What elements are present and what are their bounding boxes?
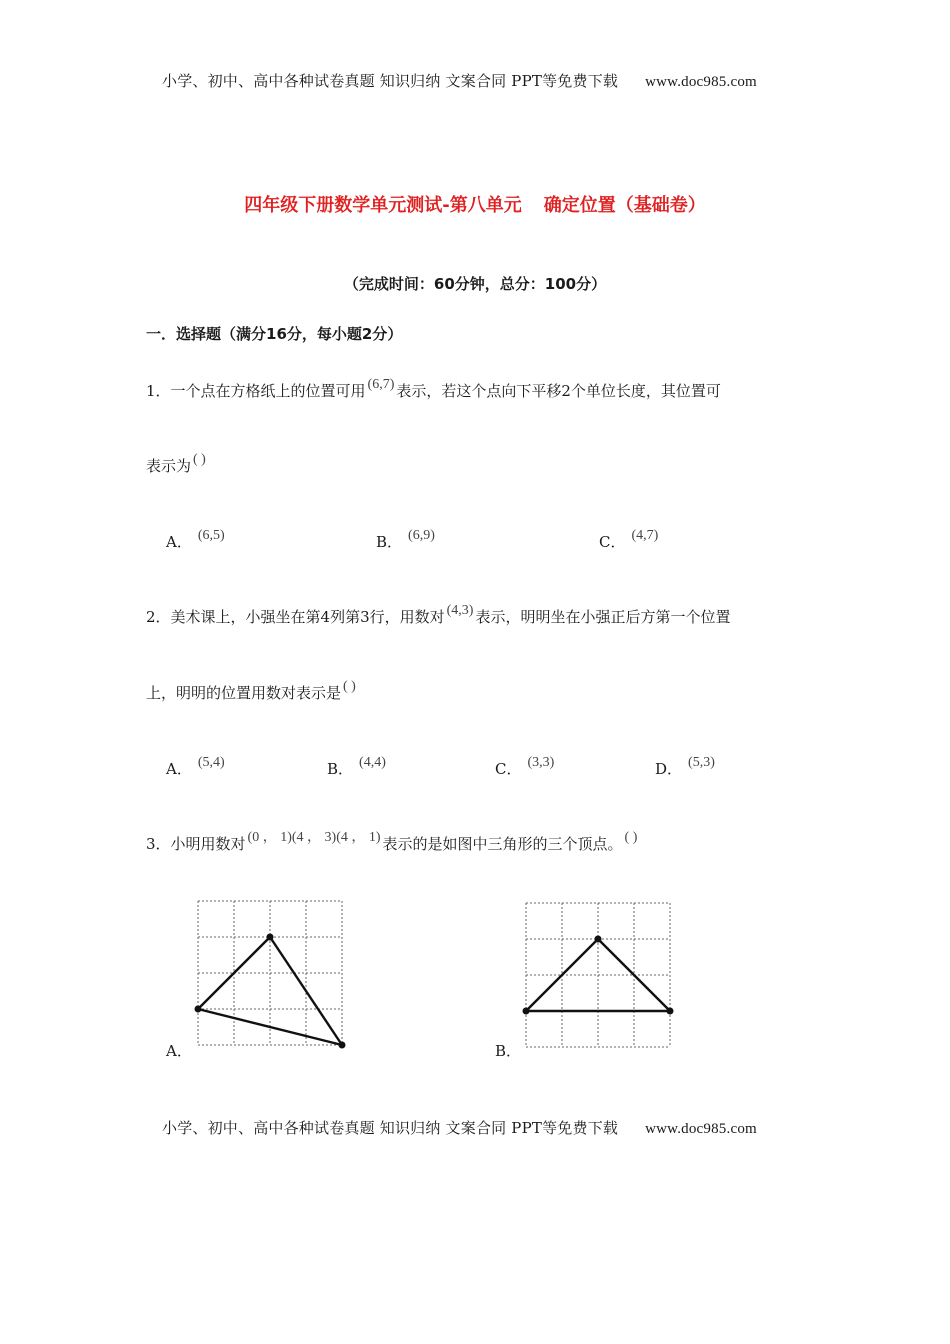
question-2-text-b: 表示，明明坐在小强正后方第一个位置 bbox=[475, 608, 731, 626]
triangle-vertex bbox=[667, 1008, 674, 1015]
question-2-option-b[interactable] bbox=[327, 755, 386, 779]
triangle-vertex bbox=[195, 1006, 202, 1013]
option-label: C． bbox=[495, 760, 522, 778]
question-1-answer-blank[interactable]: ( ) bbox=[193, 452, 206, 467]
question-3-answer-blank[interactable]: ( ) bbox=[624, 830, 638, 845]
question-1-text-b: 表示，若这个点向下平移2个单位长度，其位置可 bbox=[396, 382, 721, 400]
title-main: 四年级下册数学单元测试-第八单元 bbox=[244, 195, 522, 216]
question-2-option-c[interactable] bbox=[495, 755, 555, 779]
question-2-text-a: 2．美术课上，小强坐在第4列第3行，用数对 bbox=[146, 608, 445, 626]
document-subtitle: （完成时间：60分钟，总分：100分） bbox=[343, 275, 607, 293]
option-value: (5,3) bbox=[688, 755, 715, 770]
option-value: (6,5) bbox=[197, 528, 225, 543]
header-text: 小学、初中、高中各种试卷真题 知识归纳 文案合同 PPT等免费下载 bbox=[162, 72, 619, 90]
question-1-text-a: 1．一个点在方格纸上的位置可用 bbox=[146, 382, 366, 400]
option-label: B． bbox=[376, 533, 403, 551]
triangle-vertex bbox=[595, 936, 602, 943]
question-2-answer-blank[interactable]: ( ) bbox=[343, 679, 356, 694]
question-1-line-1 bbox=[146, 377, 721, 401]
question-1-option-a[interactable] bbox=[166, 528, 225, 552]
option-value: (4,4) bbox=[359, 755, 386, 770]
question-3-text-b: 表示的是如图中三角形的三个顶点。 bbox=[382, 835, 623, 853]
option-value: (5,4) bbox=[197, 755, 225, 770]
question-3-text-a: 3．小明用数对 bbox=[146, 835, 246, 853]
triangle-vertex bbox=[523, 1008, 530, 1015]
option-label: A． bbox=[166, 533, 192, 551]
question-3-figure-b bbox=[518, 895, 682, 1057]
footer-site-link[interactable]: www.doc985.com bbox=[645, 1121, 757, 1137]
question-2-line-2 bbox=[146, 679, 358, 703]
option-label: B． bbox=[327, 760, 354, 778]
triangle-vertex bbox=[339, 1042, 346, 1049]
question-1-math: (6,7) bbox=[367, 377, 395, 392]
question-2-option-a[interactable] bbox=[166, 755, 225, 779]
option-label: D． bbox=[655, 760, 683, 778]
question-1-line-2 bbox=[146, 452, 208, 476]
question-1-option-c[interactable] bbox=[599, 528, 659, 552]
title-topic: 确定位置（基础卷） bbox=[543, 195, 706, 216]
option-value: (6,9) bbox=[408, 528, 435, 543]
triangle-vertex bbox=[267, 934, 274, 941]
question-2-option-d[interactable] bbox=[655, 755, 715, 779]
question-2-text-c: 上，明明的位置用数对表示是 bbox=[146, 684, 342, 702]
option-label: A． bbox=[166, 1042, 192, 1060]
page-footer bbox=[162, 1117, 757, 1138]
page-header bbox=[162, 70, 757, 91]
option-value: (3,3) bbox=[527, 755, 555, 770]
question-1-text-c: 表示为 bbox=[146, 457, 192, 475]
question-3-figure-a bbox=[190, 893, 354, 1055]
question-2-line-1 bbox=[146, 603, 731, 627]
question-1-option-b[interactable] bbox=[376, 528, 435, 552]
header-site-link[interactable]: www.doc985.com bbox=[645, 74, 757, 90]
option-label: A． bbox=[166, 760, 192, 778]
footer-text: 小学、初中、高中各种试卷真题 知识归纳 文案合同 PPT等免费下载 bbox=[162, 1119, 619, 1137]
question-3-line-1 bbox=[146, 830, 639, 854]
document-title bbox=[0, 191, 950, 217]
question-2-math: (4,3) bbox=[446, 603, 474, 618]
option-label: B． bbox=[495, 1042, 522, 1060]
question-3-math: (0 ， 1)(4 ， 3)(4 ， 1) bbox=[247, 830, 381, 845]
option-value: (4,7) bbox=[631, 528, 659, 543]
option-label: C． bbox=[599, 533, 626, 551]
section-heading: 一．选择题（满分16分，每小题2分） bbox=[146, 325, 403, 343]
